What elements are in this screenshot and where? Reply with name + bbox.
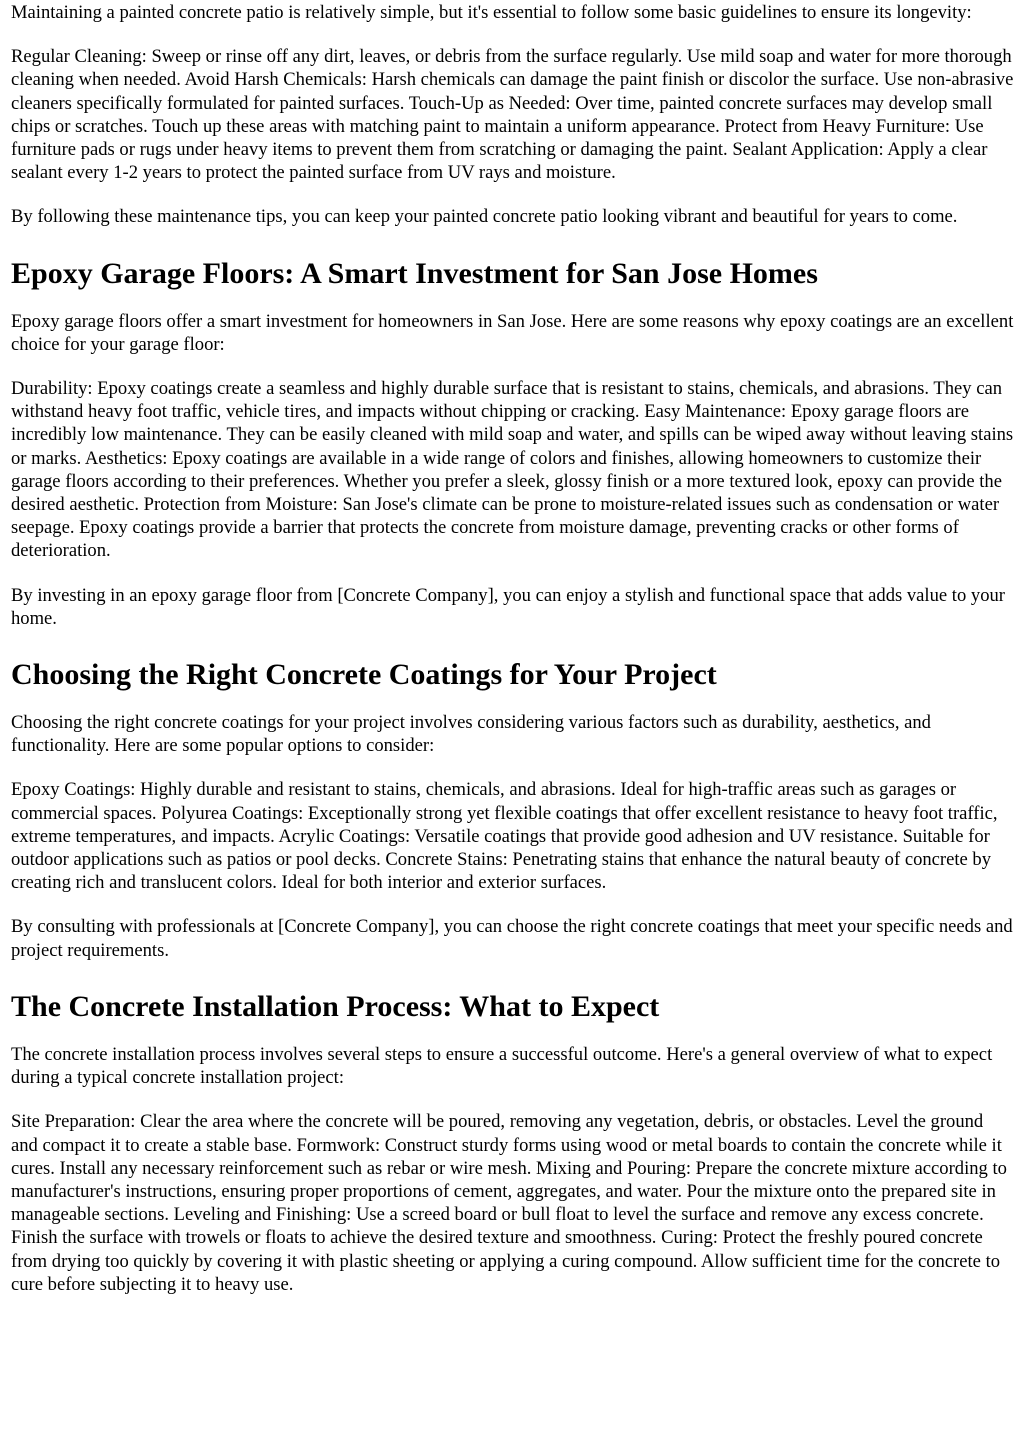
patio-maintenance-tips: Regular Cleaning: Sweep or rinse off any dirt, leaves, or debris from the surface regularly. Use mild soap and water for more thorough cleaning when needed. Avoid Harsh Chemicals: Harsh chemicals can damage the paint finish or discolor the surface. Use non-abrasive cleaners specifically formulated for painted surfaces. Touch-Up as Needed: Over time, painted concrete surfaces may develop small chips or scratches. Touch up these areas with matching paint to maintain a uniform appearance. Protect from Heavy Furniture: Use furniture pads or rugs under heavy items to prevent them from scratching or damaging the paint. Sealant Application: Apply a clear sealant every 1-2 years to protect the painted surface from UV rays and moisture. [11, 46, 1014, 184]
installation-intro-paragraph: The concrete installation process involves several steps to ensure a successful outcome. Here's a general overview of what to expect during a typical concrete installation project: [11, 1043, 993, 1089]
patio-maintenance-conclusion: By following these maintenance tips, you can keep your painted concrete patio looking vibrant and beautiful for years to come. [11, 206, 958, 228]
document-page [0, 1, 1024, 1296]
intro-paragraph: Maintaining a painted concrete patio is relatively simple, but it's essential to follow some basic guidelines to ensure its longevity: [11, 2, 972, 23]
coatings-conclusion-paragraph: By consulting with professionals at [Concrete Company], you can choose the right concrete coatings that meet your specific needs and project requirements. [11, 916, 1013, 961]
section-heading-installation-process: The Concrete Installation Process: What to Expect [11, 989, 660, 1023]
coatings-options-paragraph: Epoxy Coatings: Highly durable and resistant to stains, chemicals, and abrasions. Ideal for high-traffic areas such as garages or commercial spaces. Polyurea Coatings: Exceptionally strong yet flexible coatings that offer excellent resistance to heavy foot traffic, extreme temperatures, and impacts. Acrylic Coatings: Versatile coatings that provide good adhesion and UV resistance. Suitable for outdoor applications such as patios or pool decks. Concrete Stains: Penetrating stains that enhance the natural beauty of concrete by creating rich and translucent colors. Ideal for both interior and exterior surfaces. [11, 779, 998, 894]
epoxy-intro-paragraph: Epoxy garage floors offer a smart investment for homeowners in San Jose. Here are some reasons why epoxy coatings are an excellent choice for your garage floor: [11, 310, 1014, 355]
section-heading-concrete-coatings: Choosing the Right Concrete Coatings for Your Project [11, 658, 717, 692]
epoxy-benefits-paragraph: Durability: Epoxy coatings create a seamless and highly durable surface that is resistant to stains, chemicals, and abrasions. They can withstand heavy foot traffic, vehicle tires, and impacts without chipping or cracking. Easy Maintenance: Epoxy garage floors are incredibly low maintenance. They can be easily cleaned with mild soap and water, and spills can be wiped away without leaving stains or marks. Aesthetics: Epoxy coatings are available in a wide range of colors and finishes, allowing homeowners to customize their garage floors according to their preferences. Whether you prefer a sleek, glossy finish or a more textured look, epoxy can provide the desired aesthetic. Protection from Moisture: San Jose's climate can be prone to moisture-related issues such as condensation or water seepage. Epoxy coatings provide a barrier that protects the concrete from moisture damage, preventing cracks or other forms of deterioration. [11, 378, 1014, 562]
section-heading-epoxy-garage-floors: Epoxy Garage Floors: A Smart Investment for San Jose Homes [11, 256, 818, 290]
installation-steps-paragraph: Site Preparation: Clear the area where the concrete will be poured, removing any vegetation, debris, or obstacles. Level the ground and compact it to create a stable base. Formwork: Construct sturdy forms using wood or metal boards to contain the concrete while it cures. Install any necessary reinforcement such as rebar or wire mesh. Mixing and Pouring: Prepare the concrete mixture according to manufacturer's instructions, ensuring proper proportions of cement, aggregates, and water. Pour the mixture onto the prepared site in manageable sections. Leveling and Finishing: Use a screed board or bull float to level the surface and remove any excess concrete. Finish the surface with trowels or floats to achieve the desired texture and smoothness. Curing: Protect the freshly poured concrete from drying too quickly by covering it with plastic sheeting or applying a curing compound. Allow sufficient time for the concrete to cure before subjecting it to heavy use. [11, 1111, 1007, 1295]
coatings-intro-paragraph: Choosing the right concrete coatings for your project involves considering various factors such as durability, aesthetics, and functionality. Here are some popular options to consider: [11, 712, 931, 757]
epoxy-conclusion-paragraph: By investing in an epoxy garage floor from [Concrete Company], you can enjoy a stylish and functional space that adds value to your home. [11, 584, 1005, 629]
